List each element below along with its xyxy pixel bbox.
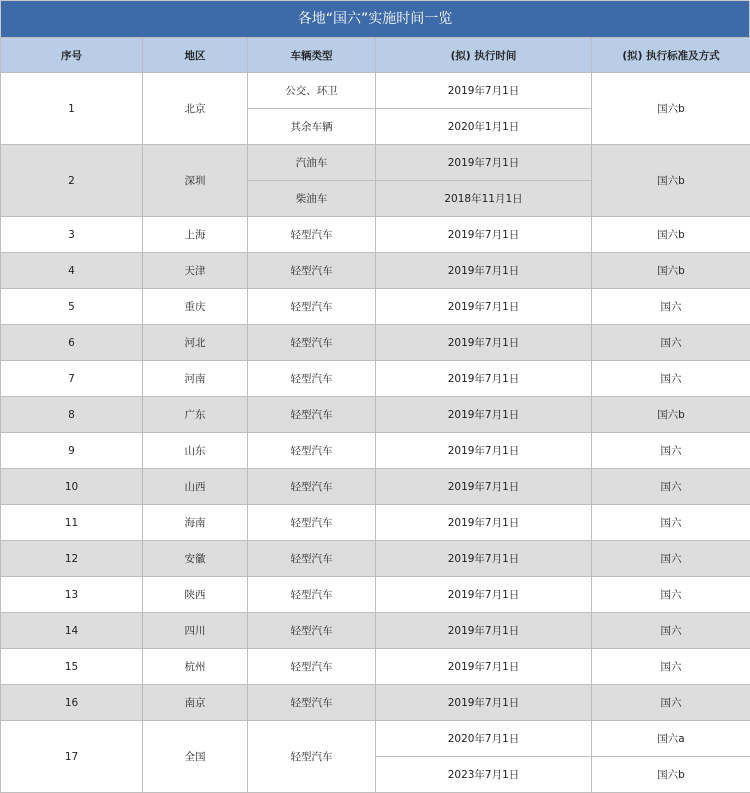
cell-region: 上海 bbox=[143, 217, 248, 253]
cell-standard: 国六b bbox=[592, 217, 750, 253]
header-standard: (拟) 执行标准及方式 bbox=[592, 38, 750, 73]
implementation-table bbox=[0, 37, 750, 793]
cell-no: 17 bbox=[1, 721, 143, 793]
table-row bbox=[1, 325, 750, 361]
cell-no: 1 bbox=[1, 73, 143, 145]
cell-no: 6 bbox=[1, 325, 143, 361]
cell-standard: 国六 bbox=[592, 649, 750, 685]
cell-region: 天津 bbox=[143, 253, 248, 289]
cell-standard: 国六b bbox=[592, 73, 750, 145]
cell-vehicle-type: 轻型汽车 bbox=[248, 217, 376, 253]
cell-date: 2019年7月1日 bbox=[376, 613, 592, 649]
header-row bbox=[1, 38, 750, 73]
cell-region: 安徽 bbox=[143, 541, 248, 577]
table-row bbox=[1, 289, 750, 325]
cell-region: 全国 bbox=[143, 721, 248, 793]
cell-region: 河南 bbox=[143, 361, 248, 397]
cell-region: 四川 bbox=[143, 613, 248, 649]
cell-no: 7 bbox=[1, 361, 143, 397]
cell-no: 13 bbox=[1, 577, 143, 613]
table-row bbox=[1, 73, 750, 109]
table-body bbox=[1, 73, 750, 793]
cell-region: 深圳 bbox=[143, 145, 248, 217]
cell-no: 16 bbox=[1, 685, 143, 721]
cell-region: 南京 bbox=[143, 685, 248, 721]
cell-vehicle-type: 轻型汽车 bbox=[248, 721, 376, 793]
cell-vehicle-type: 轻型汽车 bbox=[248, 289, 376, 325]
table-title: 各地“国六”实施时间一览 bbox=[0, 0, 750, 37]
table-row bbox=[1, 469, 750, 505]
table-row bbox=[1, 505, 750, 541]
cell-no: 14 bbox=[1, 613, 143, 649]
cell-vehicle-type: 其余车辆 bbox=[248, 109, 376, 145]
cell-standard: 国六 bbox=[592, 325, 750, 361]
cell-date: 2019年7月1日 bbox=[376, 217, 592, 253]
cell-region: 杭州 bbox=[143, 649, 248, 685]
table-row bbox=[1, 361, 750, 397]
cell-vehicle-type: 轻型汽车 bbox=[248, 361, 376, 397]
cell-vehicle-type: 汽油车 bbox=[248, 145, 376, 181]
cell-region: 广东 bbox=[143, 397, 248, 433]
cell-standard: 国六b bbox=[592, 397, 750, 433]
cell-date: 2020年7月1日 bbox=[376, 721, 592, 757]
cell-date: 2019年7月1日 bbox=[376, 577, 592, 613]
cell-vehicle-type: 轻型汽车 bbox=[248, 397, 376, 433]
cell-standard: 国六 bbox=[592, 685, 750, 721]
cell-vehicle-type: 轻型汽车 bbox=[248, 613, 376, 649]
cell-date: 2019年7月1日 bbox=[376, 73, 592, 109]
cell-date: 2019年7月1日 bbox=[376, 361, 592, 397]
header-no: 序号 bbox=[1, 38, 143, 73]
header-date: (拟) 执行时间 bbox=[376, 38, 592, 73]
cell-standard: 国六a bbox=[592, 721, 750, 757]
header-vehicle-type: 车辆类型 bbox=[248, 38, 376, 73]
table-row bbox=[1, 145, 750, 181]
table-row bbox=[1, 541, 750, 577]
table-row bbox=[1, 721, 750, 757]
cell-date: 2019年7月1日 bbox=[376, 325, 592, 361]
cell-no: 2 bbox=[1, 145, 143, 217]
cell-standard: 国六 bbox=[592, 505, 750, 541]
cell-date: 2019年7月1日 bbox=[376, 397, 592, 433]
cell-region: 海南 bbox=[143, 505, 248, 541]
table-row bbox=[1, 649, 750, 685]
cell-date: 2019年7月1日 bbox=[376, 649, 592, 685]
cell-no: 12 bbox=[1, 541, 143, 577]
cell-date: 2019年7月1日 bbox=[376, 469, 592, 505]
cell-no: 11 bbox=[1, 505, 143, 541]
cell-region: 河北 bbox=[143, 325, 248, 361]
table-row bbox=[1, 577, 750, 613]
cell-vehicle-type: 柴油车 bbox=[248, 181, 376, 217]
table-row bbox=[1, 253, 750, 289]
cell-standard: 国六 bbox=[592, 433, 750, 469]
cell-vehicle-type: 轻型汽车 bbox=[248, 325, 376, 361]
cell-date: 2019年7月1日 bbox=[376, 433, 592, 469]
header-region: 地区 bbox=[143, 38, 248, 73]
cell-date: 2018年11月1日 bbox=[376, 181, 592, 217]
table-row bbox=[1, 217, 750, 253]
cell-standard: 国六 bbox=[592, 361, 750, 397]
cell-standard: 国六b bbox=[592, 145, 750, 217]
cell-no: 9 bbox=[1, 433, 143, 469]
cell-region: 山东 bbox=[143, 433, 248, 469]
cell-date: 2019年7月1日 bbox=[376, 253, 592, 289]
cell-vehicle-type: 轻型汽车 bbox=[248, 577, 376, 613]
cell-vehicle-type: 轻型汽车 bbox=[248, 649, 376, 685]
table-row bbox=[1, 397, 750, 433]
table-row bbox=[1, 613, 750, 649]
cell-standard: 国六 bbox=[592, 613, 750, 649]
cell-vehicle-type: 轻型汽车 bbox=[248, 505, 376, 541]
cell-date: 2019年7月1日 bbox=[376, 145, 592, 181]
cell-region: 山西 bbox=[143, 469, 248, 505]
cell-date: 2019年7月1日 bbox=[376, 541, 592, 577]
cell-region: 陕西 bbox=[143, 577, 248, 613]
cell-no: 3 bbox=[1, 217, 143, 253]
cell-standard: 国六 bbox=[592, 577, 750, 613]
cell-no: 10 bbox=[1, 469, 143, 505]
table-row bbox=[1, 433, 750, 469]
cell-standard: 国六 bbox=[592, 541, 750, 577]
cell-vehicle-type: 轻型汽车 bbox=[248, 541, 376, 577]
cell-standard: 国六 bbox=[592, 469, 750, 505]
cell-date: 2023年7月1日 bbox=[376, 757, 592, 793]
cell-no: 8 bbox=[1, 397, 143, 433]
cell-date: 2019年7月1日 bbox=[376, 505, 592, 541]
cell-region: 重庆 bbox=[143, 289, 248, 325]
cell-region: 北京 bbox=[143, 73, 248, 145]
cell-no: 4 bbox=[1, 253, 143, 289]
cell-no: 5 bbox=[1, 289, 143, 325]
cell-standard: 国六b bbox=[592, 253, 750, 289]
cell-vehicle-type: 轻型汽车 bbox=[248, 253, 376, 289]
cell-standard: 国六b bbox=[592, 757, 750, 793]
cell-date: 2019年7月1日 bbox=[376, 289, 592, 325]
cell-no: 15 bbox=[1, 649, 143, 685]
cell-vehicle-type: 轻型汽车 bbox=[248, 433, 376, 469]
cell-standard: 国六 bbox=[592, 289, 750, 325]
cell-date: 2020年1月1日 bbox=[376, 109, 592, 145]
table-row bbox=[1, 685, 750, 721]
cell-vehicle-type: 轻型汽车 bbox=[248, 685, 376, 721]
cell-vehicle-type: 公交、环卫 bbox=[248, 73, 376, 109]
cell-vehicle-type: 轻型汽车 bbox=[248, 469, 376, 505]
cell-date: 2019年7月1日 bbox=[376, 685, 592, 721]
